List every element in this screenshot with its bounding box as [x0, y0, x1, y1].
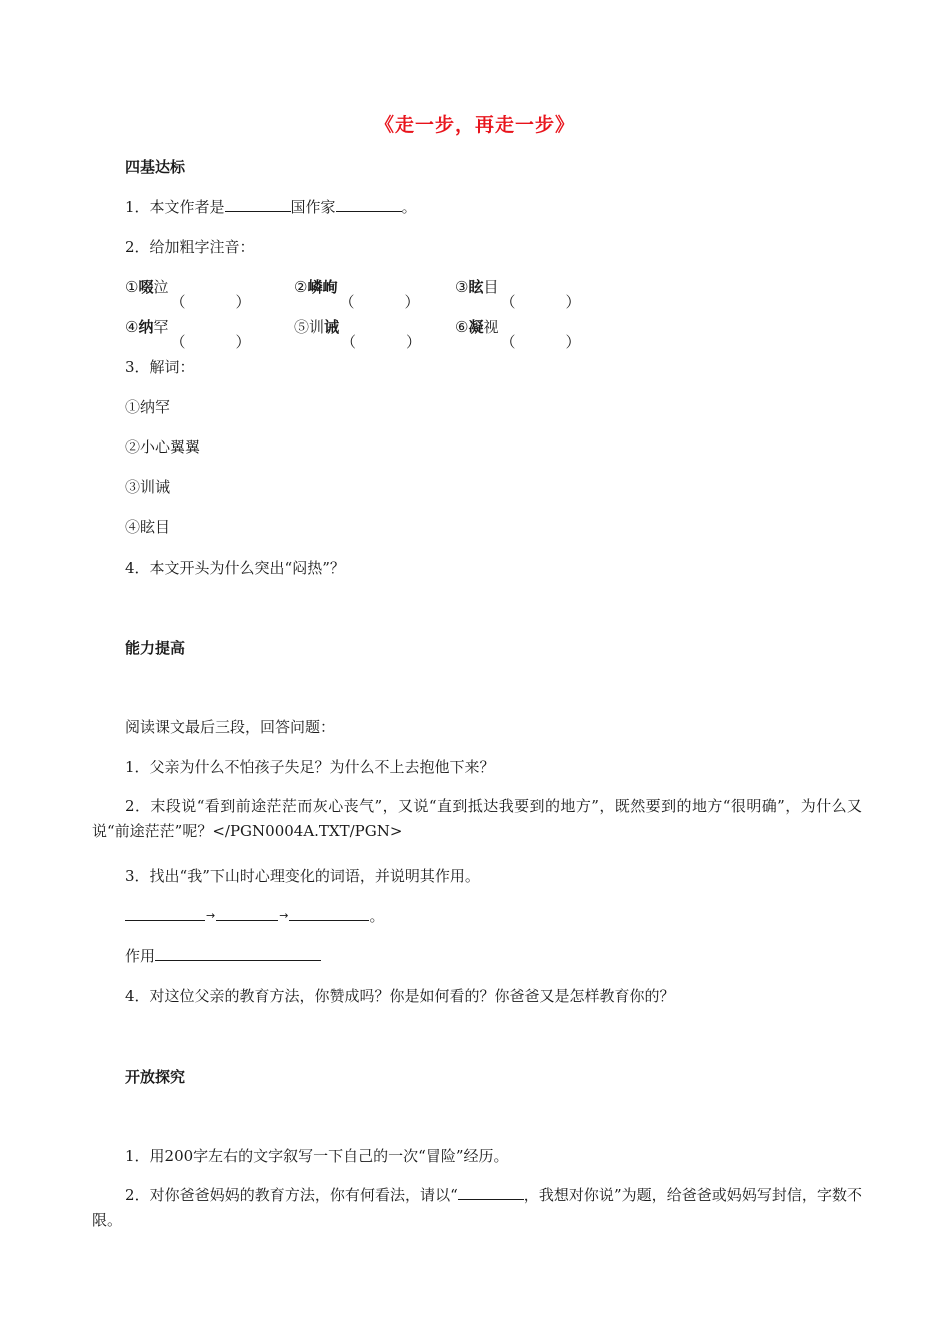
- vocab-item-3: ③训诫: [125, 478, 171, 496]
- author-country-blank: [225, 197, 291, 212]
- question-2-label: 2．给加粗字注音：: [125, 238, 255, 256]
- reading-intro: 阅读课文最后三段，回答问题：: [125, 718, 336, 736]
- question-4-heat: 4．本文开头为什么突出“闷热”？: [125, 559, 345, 577]
- arrow-icon: →: [206, 909, 216, 922]
- open-question-2: 2．对你爸爸妈妈的教育方法，你有何看法，请以“ ，我想对你说”为题，给爸爸或妈妈写封信，字数不限。: [92, 1186, 863, 1229]
- ability-question-1: 1．父亲为什么不怕孩子失足？为什么不上去抱他下来？: [125, 758, 495, 776]
- letter-title-blank: [458, 1185, 524, 1200]
- ability-question-4: 4．对这位父亲的教育方法，你赞成吗？你是如何看的？你爸爸又是怎样教育你的？: [125, 987, 675, 1005]
- pinyin-item-3: ③眩目 （ ）: [455, 278, 581, 311]
- pinyin-item-4: ④纳罕 （ ）: [125, 318, 251, 351]
- section-heading-ability: 能力提高: [125, 639, 186, 657]
- mood-blank-2: [216, 906, 278, 921]
- section-heading-open: 开放探究: [125, 1068, 186, 1086]
- mood-blank-1: [125, 906, 205, 921]
- author-name-blank: [336, 197, 402, 212]
- function-answer-blank: [155, 946, 321, 961]
- question-1-author: [125, 197, 417, 217]
- function-line: 作用: [125, 946, 321, 966]
- open-question-1: 1．用200字左右的文字叙写一下自己的一次“冒险”经历。: [125, 1147, 509, 1165]
- vocab-item-1: ①纳罕: [125, 398, 171, 416]
- question-3-label: 3．解词：: [125, 358, 195, 376]
- q1-middle: 国作家: [290, 198, 336, 216]
- pinyin-item-1: ①啜泣 （ ）: [125, 278, 251, 311]
- ability-question-2: 2．末段说“看到前途茫茫而灰心丧气”，又说“直到抵达我要到的地方”，既然要到的地方“很明确”，为什么又说“前途茫茫”呢？</PGN0004A.TXT/PGN>: [92, 797, 862, 840]
- ability-question-3: 3．找出“我”下山时心理变化的词语，并说明其作用。: [125, 867, 480, 885]
- q1-suffix: 。: [401, 198, 417, 216]
- document-title: 《走一步，再走一步》: [374, 114, 575, 136]
- q1-prefix: 1．本文作者是: [125, 198, 225, 216]
- pinyin-item-5: ⑤训诫 （ ）: [294, 318, 422, 351]
- pinyin-item-6: ⑥凝视 （ ）: [455, 318, 581, 351]
- section-heading-basics: 四基达标: [125, 158, 186, 176]
- arrow-icon: →: [279, 909, 289, 922]
- vocab-item-2: ②小心翼翼: [125, 438, 201, 456]
- vocab-item-4: ④眩目: [125, 518, 171, 536]
- mood-blank-3: [289, 906, 369, 921]
- pinyin-item-2: ②嶙峋 （ ）: [294, 278, 420, 311]
- mood-change-blanks: → → 。: [125, 906, 384, 926]
